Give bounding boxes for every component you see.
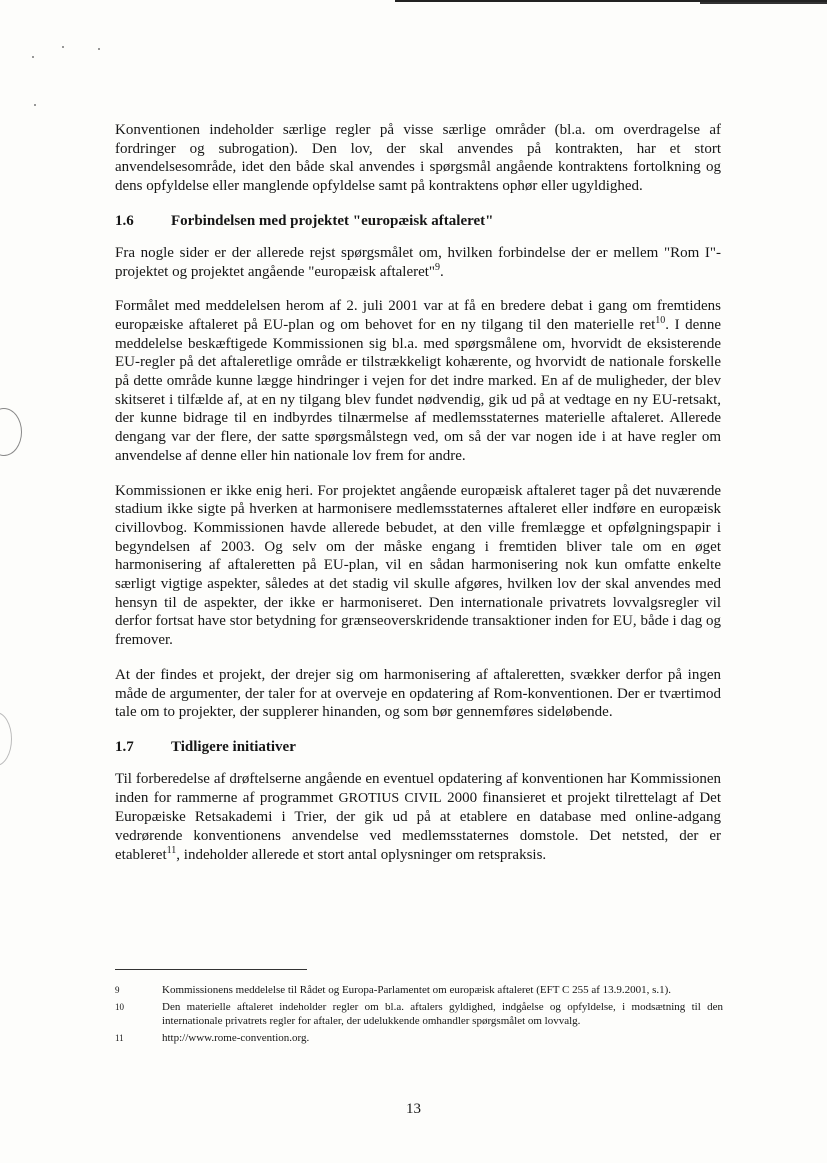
program-name: GROTIUS CIVIL [338,790,442,806]
footnote [115,983,723,997]
paragraph: At der findes et projekt, der drejer sig om harmonisering af aftaleretten, svækker derfor på ingen måde de argumenter, der taler for at overveje en opdatering af Rom-konventionen. Der er tværtimod tale om to projekter, der supplerer hinanden, og som bør gennemføres sideløbende. [115,666,721,721]
footnote-number: 11 [115,1033,124,1043]
paragraph-text: Formålet med meddelelsen herom af 2. juli 2001 var at få en bredere debat i gang om fremtidens europæiske aftaleret på EU-plan og om behovet for en ny tilgang til den materielle ret [115,298,721,333]
footnotes [115,983,723,1048]
paragraph-text: . [440,263,444,280]
scan-top-edge-shadow [700,2,827,4]
paragraph-text: 2000 finansieret et projekt tilrettelagt af Det Europæiske Retsakademi i Trier, der gik ud på at etablere en database med online-adgang vedrørende konventionens anvendelse ved medlemsstaternes domstole. Det netsted, der er etableret [115,789,721,863]
document-body [115,121,721,881]
scan-speck [34,104,36,106]
section-heading-1-6 [115,212,721,230]
section-title: Forbindelsen med projektet "europæisk aftaleret" [171,212,494,229]
footnote [115,1031,723,1045]
footnote-ref[interactable]: 9 [435,261,441,273]
footnote-link[interactable]: http://www.rome-convention.org. [162,1032,310,1044]
scan-speck [62,46,64,48]
paragraph [115,244,721,281]
footnote-text: Kommissionens meddelelse til Rådet og Europa-Parlamentet om europæisk aftaleret (EFT C 255 af 13.9.2001, s.1). [162,984,672,996]
paragraph-text: , indeholder allerede et stort antal oplysninger om retspraksis. [176,846,547,863]
footnote-number: 9 [115,985,120,995]
page-number: 13 [406,1101,421,1117]
footnote-number: 10 [115,1002,124,1012]
footnote-text: Den materielle aftaleret indeholder regler om bl.a. aftalers gyldighed, indgåelse og opfyldelse, i modsætning til den internationale privatrets regler for aftaler, der udelukkende omhandler spørgsmålet om lovvalg. [162,1001,723,1027]
scan-speck [98,48,100,50]
section-title: Tidligere initiativer [171,738,296,755]
paragraph-text: . I denne meddelelse beskæftigede Kommissionen sig bl.a. med spørgsmålene om, hvorvidt de eksisterende EU-regler på det aftaleretlige område er tilstrækkeligt kohærente, og hvorvidt de nationale forskelle på dette område kunne lægge hindringer i vejen for det indre marked. En af de muligheder, der blev skitseret i tilfælde af, at en ny tilgang blev fundet nødvendig, gik ud på at vedtage en ny EU-retsakt, der kunne bidrage til en indbyrdes tilnærmelse af medlemsstaternes materielle aftaleret. Allerede dengang var der flere, der satte spørgsmålstegn ved, om så der var nogen ide i at have regler om anvendelse af denne eller hin nationale lov frem for andre. [115,316,721,464]
footnote-separator [115,969,307,970]
paragraph [115,297,721,465]
punch-hole-mark [0,712,12,766]
paragraph: Kommissionen er ikke enig heri. For projektet angående europæisk aftaleret tager på det nuværende stadium ikke sigte på hverken at harmonisere medlemsstaternes aftaleret eller indføre en europæisk civillovbog. Kommissionen havde allerede bebudet, at den ville fremlægge et opfølgningspapir i begyndelsen af 2003. Og selv om der måske engang i fremtiden bliver tale om en øget harmonisering af aftaleretten på EU-plan, vil en sådan harmonisering nok kun omfatte enkelte særligt vigtige aspekter, således at det stadig vil skulle afgøres, hvilken lov der skal anvendes med hensyn til de aspekter, der ikke er harmoniseret. Den internationale privatrets lovvalgsregler vil derfor fortsat have stor betydning for grænseoverskridende transaktioner inden for EU, både i dag og fremover. [115,482,721,649]
footnote-ref[interactable]: 10 [655,314,666,326]
punch-hole-mark [0,408,22,456]
scan-speck [32,56,34,58]
paragraph-text: Fra nogle sider er der allerede rejst spørgsmålet om, hvilken forbindelse der er mellem "Rom I"-projektet og projektet angående "europæisk aftaleret" [115,244,721,280]
paragraph-text: Til forberedelse af drøftelserne angående en eventuel opdatering af konventionen har Kommissionen inden for rammerne af programmet [115,770,721,806]
footnote-ref[interactable]: 11 [166,844,177,856]
paragraph [115,770,721,865]
footnote [115,1000,723,1028]
section-number: 1.6 [115,212,134,229]
section-heading-1-7 [115,738,721,756]
section-number: 1.7 [115,738,134,755]
paragraph-intro: Konventionen indeholder særlige regler på visse særlige områder (bl.a. om overdragelse af fordringer og subrogation). Den lov, der skal anvendes på kontrakten, har et stort anvendelsesområde, idet den både skal anvendes i spørgsmål angående kontraktens fortolkning og dens opfyldelse eller manglende opfyldelse samt på kontraktens ophør eller ugyldighed. [115,122,721,195]
